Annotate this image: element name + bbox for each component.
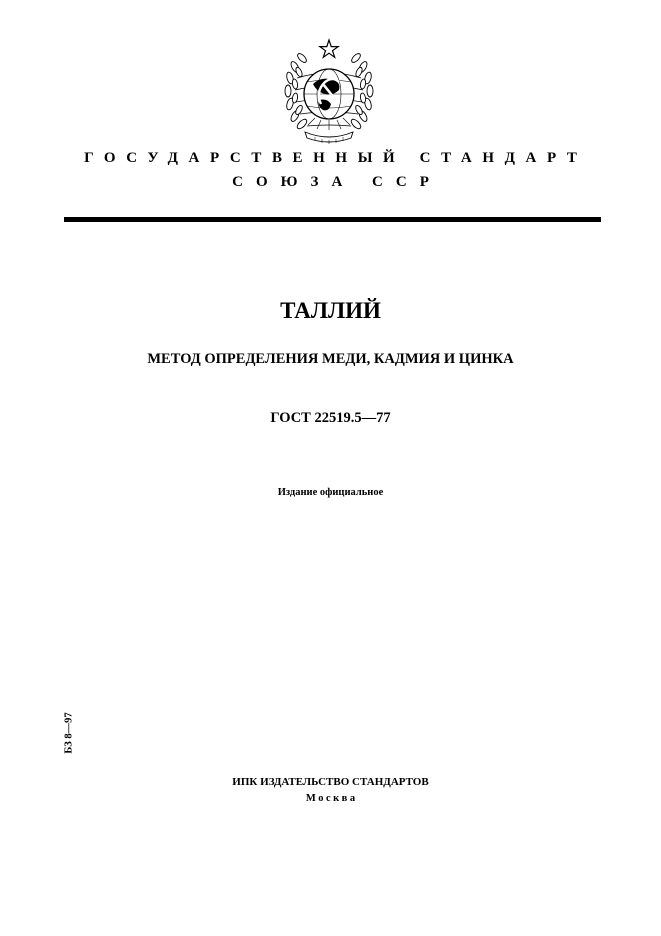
header-state-standard: ГОСУДАРСТВЕННЫЙ СТАНДАРТ bbox=[84, 150, 588, 166]
header-divider bbox=[64, 217, 601, 222]
publisher-city: Москва bbox=[305, 793, 358, 804]
document-subtitle: МЕТОД ОПРЕДЕЛЕНИЯ МЕДИ, КАДМИЯ И ЦИНКА bbox=[147, 351, 514, 367]
publisher-name: ИПК ИЗДАТЕЛЬСТВО СТАНДАРТОВ bbox=[232, 776, 429, 788]
gost-number: ГОСТ 22519.5—77 bbox=[270, 410, 391, 426]
document-title: ТАЛЛИЙ bbox=[280, 298, 381, 323]
ussr-state-emblem-icon bbox=[275, 38, 383, 146]
edition-label: Издание официальное bbox=[277, 487, 384, 498]
side-catalog-code bbox=[62, 708, 76, 758]
header-union-ussr: СОЮЗА ССР bbox=[232, 174, 442, 190]
side-catalog-code-text: БЗ 8—97 bbox=[63, 712, 75, 754]
